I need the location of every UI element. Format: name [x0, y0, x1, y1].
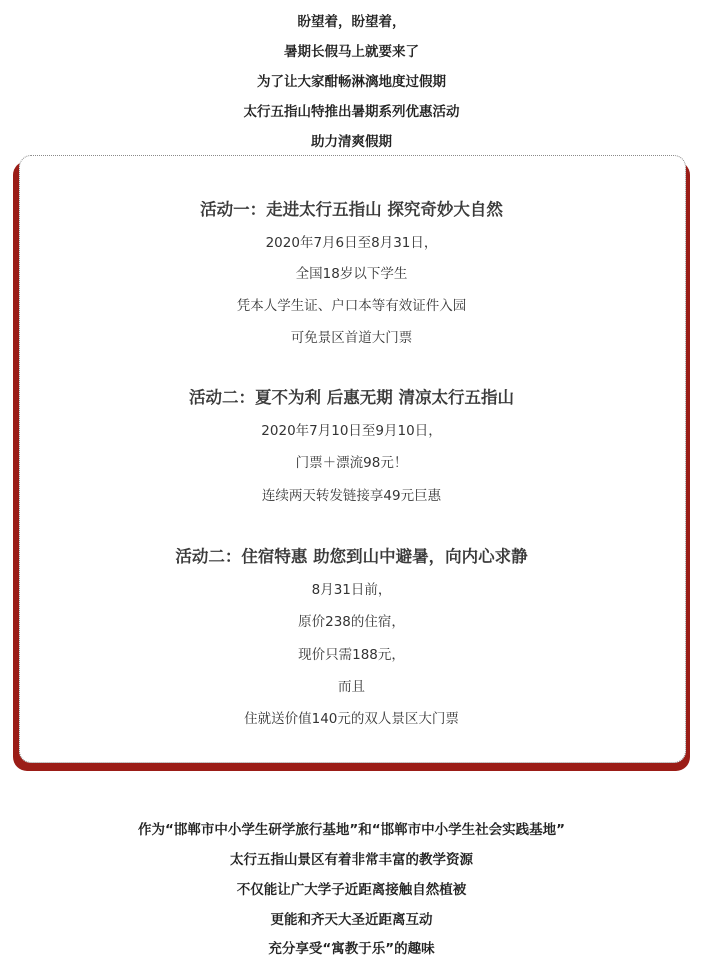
- activity-3-line: 现价只需188元，: [298, 647, 405, 663]
- activity-2-line: 2020年7月10日至9月10日，: [261, 423, 442, 439]
- activity-1-title: 活动一：走进太行五指山 探究奇妙大自然: [200, 200, 503, 219]
- outro-line: 太行五指山景区有着非常丰富的教学资源: [230, 852, 473, 868]
- activity-1-line: 2020年7月6日至8月31日，: [265, 235, 438, 251]
- activity-3-line: 原价238的住宿，: [298, 614, 405, 630]
- activity-1-line: 全国18岁以下学生: [295, 266, 408, 282]
- outro-line: 充分享受“寓教于乐”的趣味: [268, 941, 435, 957]
- activity-2-line: 门票＋漂流98元！: [295, 455, 408, 471]
- outro-line: 更能和齐天大圣近距离互动: [270, 912, 433, 928]
- activity-3-title: 活动二：住宿特惠 助您到山中避暑，向内心求静: [175, 547, 528, 566]
- activity-3-line: 住就送价值140元的双人景区大门票: [244, 711, 459, 727]
- intro-line: 太行五指山特推出暑期系列优惠活动: [243, 104, 460, 120]
- activity-1-line: 可免景区首道大门票: [290, 330, 413, 346]
- activity-2-line: 连续两天转发链接享49元巨惠: [261, 488, 442, 504]
- intro-line: 暑期长假马上就要来了: [284, 44, 419, 60]
- activity-2-title: 活动二：夏不为利 后惠无期 清凉太行五指山: [189, 388, 514, 407]
- activity-1-line: 凭本人学生证、户口本等有效证件入园: [236, 298, 467, 314]
- intro-line: 为了让大家酣畅淋漓地度过假期: [257, 74, 446, 90]
- outro-line: 作为“邯郸市中小学生研学旅行基地”和“邯郸市中小学生社会实践基地”: [138, 822, 565, 838]
- activity-3-line: 8月31日前，: [311, 582, 392, 598]
- activity-3-line: 而且: [338, 679, 365, 695]
- intro-line: 助力清爽假期: [311, 134, 392, 150]
- intro-line: 盼望着，盼望着，: [297, 14, 406, 30]
- outro-line: 不仅能让广大学子近距离接触自然植被: [236, 882, 467, 898]
